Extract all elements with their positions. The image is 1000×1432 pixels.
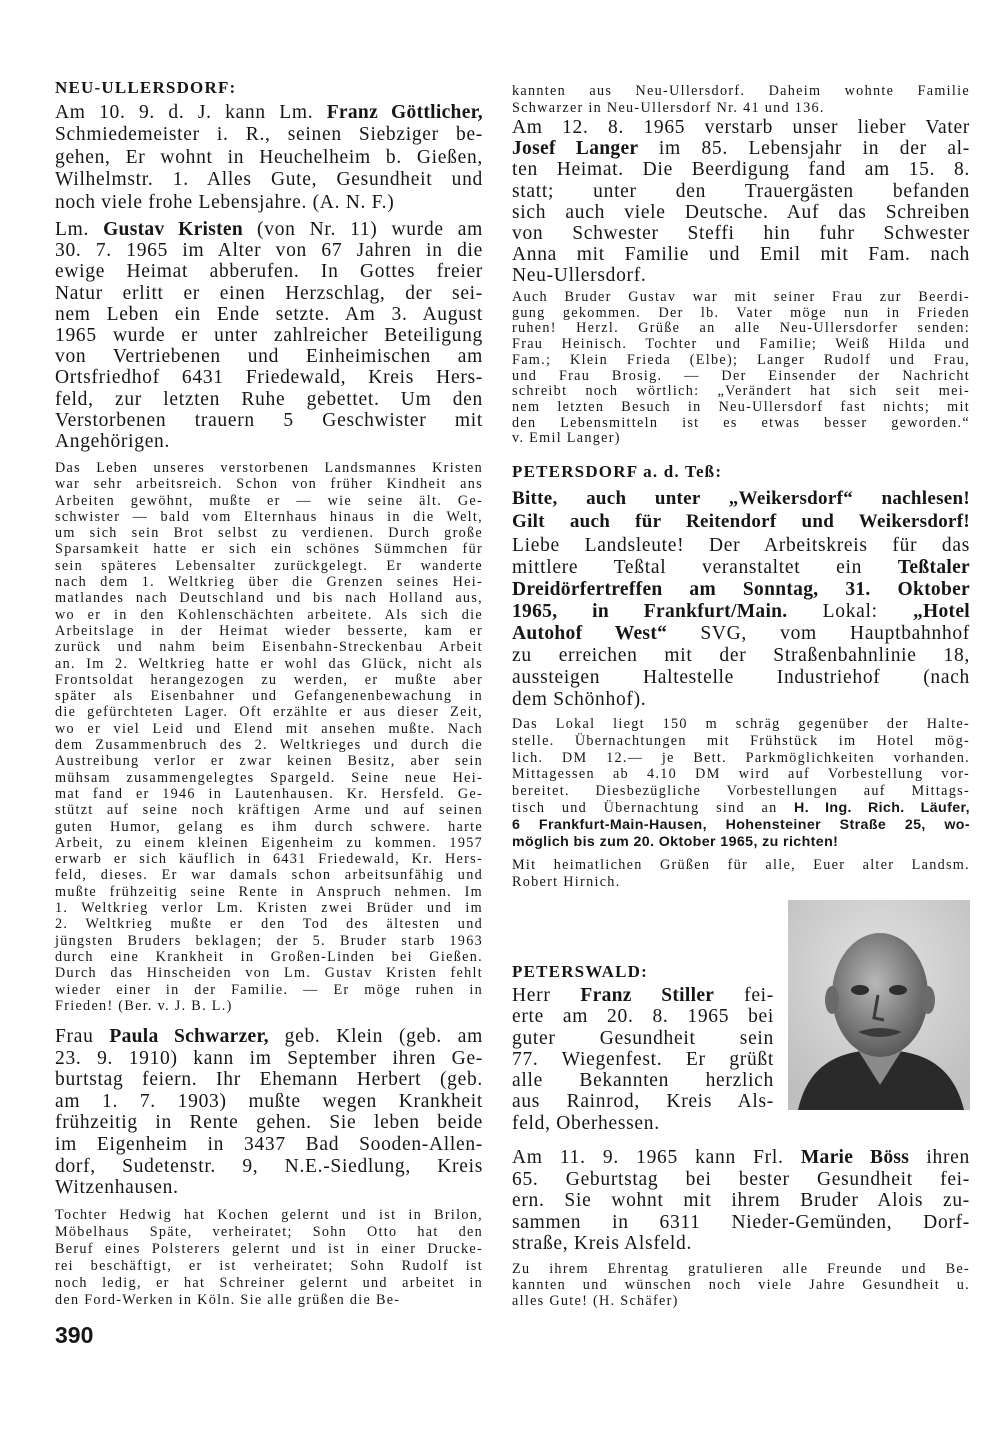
text-line — [55, 1292, 483, 1309]
text-line — [55, 219, 483, 240]
text-run: stelle. Übernachtungen mit Frühstück im Hotel mög- — [512, 732, 970, 749]
text-run: Auch Bruder Gustav war mit seiner Frau zur Beerdi- — [512, 289, 970, 305]
text-line — [55, 623, 483, 639]
text-run: mat fand er 1946 in Lautenhausen. Kr. Hersfeld. Ge- — [55, 785, 483, 802]
text-line — [512, 138, 970, 159]
text-line — [55, 1134, 483, 1156]
text-line — [512, 1049, 774, 1070]
bold-name-text: möglich bis zum 20. Oktober 1965, zu richten! — [512, 833, 839, 850]
text-line — [55, 476, 483, 492]
text-run: kannten und wünschen noch viele Jahre Gesundheit u. — [512, 1277, 970, 1294]
text-run: den Lebensmitteln ist es etwas besser geworden.“ — [512, 414, 970, 431]
text-run: Fam.; Klein Frieda (Elbe); Langer Rudolf und Frau, — [512, 351, 970, 368]
paragraph-langer — [512, 117, 970, 287]
bold-name-text: Dreidörfertreffen am Sonntag, 31. Oktober — [512, 579, 970, 600]
paragraph-lokal-details — [512, 716, 970, 850]
text-run: an. Im 2. Weltkrieg hatte er wohl das Glück, nicht als — [55, 655, 483, 672]
text-run: v. Emil Langer) — [512, 430, 621, 447]
bold-name-text: „Hotel — [912, 601, 970, 622]
text-line — [55, 1091, 483, 1113]
text-run: ten Heimat. Die Beerdigung fand am 15. 8. — [512, 159, 970, 181]
paragraph-schwarzer — [55, 1026, 483, 1199]
text-run: 23. 9. 1910) kann im September ihren Ge- — [55, 1047, 483, 1069]
text-line — [512, 1070, 774, 1091]
text-line — [512, 510, 970, 533]
text-run: zurück und nahm beim Eisenbahn-Streckenbau Arbeit — [55, 639, 483, 656]
text-run: feld, dieses. Er war damals schon arbeitsunfähig und — [55, 867, 483, 884]
text-line — [512, 1233, 970, 1255]
text-line — [55, 607, 483, 623]
text-line — [55, 590, 483, 606]
text-run: kannten aus Neu-Ullersdorf. Daheim wohnte Familie — [512, 83, 970, 99]
text-line — [55, 1207, 483, 1224]
text-run: 77. Wiegenfest. Er grüßt — [512, 1048, 774, 1070]
text-line — [55, 558, 483, 574]
text-line — [55, 102, 483, 124]
text-run: ihren — [909, 1147, 970, 1168]
text-run: mußte frühzeitig seine Rente in Anspruch nehmen. Im — [55, 883, 483, 900]
text-line — [55, 933, 483, 949]
text-line — [512, 159, 970, 180]
text-line — [512, 1293, 970, 1309]
bold-name-text: Franz Göttlicher, — [326, 102, 483, 123]
text-run: Austreibung verlor er zwar keinen Besitz, aber sein — [55, 753, 483, 770]
text-line — [55, 867, 483, 883]
text-run: Das Leben unseres verstorbenen Landsmannes Kristen — [55, 460, 483, 476]
text-line — [55, 1275, 483, 1292]
text-line — [55, 656, 483, 672]
text-line — [55, 916, 483, 932]
text-line — [512, 874, 970, 891]
text-run: Neu-Ullersdorf. — [512, 265, 647, 287]
text-line — [512, 400, 970, 416]
text-line — [512, 487, 970, 510]
text-run: 65. Geburtstag bei bester Gesundheit fei- — [512, 1168, 970, 1190]
text-line — [512, 1091, 774, 1112]
text-run: alle Bekannten herzlich — [512, 1070, 774, 1092]
text-run: Arbeiten gewöhnt, mußte er — wie seine ält. Ge- — [55, 492, 483, 509]
text-line — [55, 460, 483, 476]
text-line — [55, 998, 483, 1014]
text-line — [512, 1169, 970, 1191]
bold-name-text: Teßtaler — [897, 557, 970, 578]
text-run: frühzeitig in Rente gehen. Sie leben beide — [55, 1112, 483, 1134]
bold-name-text: 6 Frankfurt-Main-Hausen, Hohensteiner Straße 25, wo- — [512, 816, 970, 833]
text-line — [55, 965, 483, 981]
text-run: und Frau Brosig. — Der Einsender der Nachricht — [512, 367, 970, 384]
bold-name-text: Paula Schwarzer, — [109, 1026, 269, 1047]
text-line — [55, 1224, 483, 1241]
text-line — [55, 346, 483, 367]
text-line — [55, 574, 483, 590]
text-line — [55, 1156, 483, 1178]
bold-name-text: Autohof West“ — [512, 623, 668, 644]
text-run: Arbeit, zu einem kleinen Eigenheim zu kommen. 1957 — [55, 834, 483, 851]
text-line — [512, 181, 970, 202]
text-run: dem Schönhof). — [512, 689, 647, 710]
text-line — [55, 493, 483, 509]
text-line — [55, 770, 483, 786]
text-run: ewige Heimat abberufen. In Gottes freier — [55, 261, 483, 283]
text-run: war sehr arbeitsreich. Schon von früher Kindheit ans — [55, 476, 483, 493]
text-run: später als Eisenbahner und Gefangenenbewachung in — [55, 688, 483, 705]
text-line — [55, 672, 483, 688]
text-line — [512, 244, 970, 265]
text-run: stützt auf seine noch kräftigen Arme und auf seinen — [55, 802, 483, 819]
text-run: alles Gute! (H. Schäfer) — [512, 1293, 679, 1310]
text-line — [55, 389, 483, 410]
text-run: dorf, Sudetenstr. 9, N.E.-Siedlung, Kreis — [55, 1155, 483, 1177]
text-run: sein späteres Lebensalter zurückgelegt. Er wanderte — [55, 557, 483, 574]
text-line — [512, 337, 970, 353]
text-line — [512, 100, 970, 117]
text-line — [55, 688, 483, 704]
text-run: sich auch viele Deutsche. Auf das Schreiben — [512, 201, 970, 223]
text-run: Arbeitslage in der Heimat wieder besserte, kam er — [55, 622, 483, 639]
text-run: rei beschäftigt, er ist verheiratet; Sohn Rudolf ist — [55, 1258, 483, 1274]
text-line — [55, 639, 483, 655]
text-run: ruhen! Herzl. Grüße an alle Neu-Ullersdorfer senden: — [512, 320, 970, 337]
text-run: von Vertriebenen und Einheimischen am — [55, 346, 483, 368]
text-run: SVG, vom Hauptbahnhof — [667, 623, 971, 644]
text-run: Frieden! (Ber. v. J. B. L.) — [55, 997, 233, 1014]
text-run: wieder einer in der Familie. — Er möge ruhen in — [55, 981, 483, 998]
text-run: burtstag feiern. Ihr Ehemann Herbert (geb. — [55, 1069, 483, 1091]
text-line — [55, 835, 483, 851]
text-line — [55, 192, 483, 214]
text-run: von Schwester Steffi hin fuhr Schwester — [512, 223, 970, 245]
text-line — [55, 1048, 483, 1070]
text-run: Tochter Hedwig hat Kochen gelernt und ist in Brilon, — [55, 1207, 483, 1223]
text-run: Möbelhaus Späte, verheiratet; Sohn Otto hat den — [55, 1224, 483, 1240]
paragraph-kristen — [55, 219, 483, 452]
text-line — [55, 261, 483, 282]
text-line — [512, 1028, 774, 1049]
text-run: Verstorbenen trauern 5 Geschwister mit — [55, 409, 483, 431]
text-run: noch viele frohe Lebensjahre. (A. N. F.) — [55, 191, 395, 213]
text-run: Witzenhausen. — [55, 1177, 179, 1199]
text-line — [55, 900, 483, 916]
text-line — [512, 535, 970, 557]
text-line — [55, 283, 483, 304]
paragraph-hirnich-greetings — [512, 857, 970, 891]
text-run: jüngsten Bruders beklagen; der 5. Bruder starb 1963 — [55, 932, 483, 949]
text-run: im Eigenheim in 3437 Bad Sooden-Allen- — [55, 1133, 483, 1155]
text-line — [55, 1112, 483, 1134]
text-line — [55, 802, 483, 818]
text-line — [512, 321, 970, 337]
notice-weikersdorf — [512, 487, 970, 533]
text-line — [55, 704, 483, 720]
text-run: erwarb er sich käuflich in 6431 Friedewald, Kr. Hers- — [55, 851, 483, 868]
text-line — [512, 783, 970, 800]
text-line — [55, 410, 483, 431]
text-line — [512, 431, 970, 447]
text-line — [512, 750, 970, 767]
text-run: 1965 wurde er unter zahlreicher Beteiligung — [55, 325, 483, 347]
text-run: feld, zur letzten Ruhe gebettet. Um den — [55, 388, 483, 410]
text-run: Mittagessen ab 4.10 DM wird auf Vorbestellung vor- — [512, 766, 970, 783]
text-line — [512, 265, 970, 286]
text-run: Frau Heinisch. Tochter und Familie; Weiß Hilda und — [512, 336, 970, 353]
text-run: ern. Sie wohnt mit ihrem Bruder Alois zu- — [512, 1190, 970, 1212]
text-run: Lokal: — [787, 601, 913, 622]
text-run: Lm. — [55, 219, 104, 240]
text-run: wo er viel Leid und Elend mit ansehen mußte. Nach — [55, 720, 483, 737]
text-run: erte am 20. 8. 1965 bei — [512, 1006, 774, 1028]
text-line — [55, 1258, 483, 1275]
paragraph-schwarzer-children — [55, 1207, 483, 1309]
text-line — [512, 800, 970, 817]
text-run: guten Humor, gelang es ihm durch schwere. harte — [55, 818, 483, 835]
bold-name-text: Franz Stiller — [580, 985, 715, 1006]
text-line — [512, 416, 970, 432]
text-line — [512, 557, 970, 579]
text-run: Schwarzer in Neu-Ullersdorf Nr. 41 und 136. — [512, 99, 825, 116]
text-run: Zu ihrem Ehrentag gratulieren alle Freunde und Be- — [512, 1261, 970, 1277]
paragraph-langer-greetings — [512, 290, 970, 447]
text-line — [55, 240, 483, 261]
text-run: Ortsfriedhof 6431 Friedewald, Kreis Hers- — [55, 367, 483, 389]
bold-name-text: Josef Langer — [512, 138, 639, 160]
text-run: tisch und Übernachtung sind an — [512, 799, 795, 816]
text-line — [55, 1069, 483, 1091]
text-run: schreibt noch wörtlich: „Verändert hat sich seit mei- — [512, 383, 970, 400]
text-run: den Ford-Werken in Köln. Sie alle grüßen die Be- — [55, 1292, 401, 1308]
text-line — [512, 645, 970, 667]
bold-name-text: Gustav Kristen — [103, 219, 244, 240]
text-line — [512, 601, 970, 623]
text-line — [55, 982, 483, 998]
text-line — [512, 353, 970, 369]
text-run: fei- — [714, 985, 774, 1006]
text-line — [512, 857, 970, 874]
text-line — [512, 766, 970, 783]
bold-name-text: Marie Böss — [800, 1147, 910, 1168]
text-run: nach dem 1. Weltkrieg über die Grenzen seines Hei- — [55, 574, 483, 591]
text-line — [55, 753, 483, 769]
text-run: gung gekommen. Der lb. Vater möge nun in Frieden — [512, 304, 970, 321]
text-run: geb. Klein (geb. am — [268, 1026, 484, 1047]
text-run: statt; unter den Trauergästen befanden — [512, 180, 970, 202]
text-run: nem Leben ein Ende setzte. Am 3. August — [55, 303, 483, 325]
text-run: Liebe Landsleute! Der Arbeitskreis für das — [512, 535, 970, 556]
text-run: durch eine Krankheit in Großen-Linden bei Gießen. — [55, 948, 483, 965]
text-run: Frau — [55, 1026, 110, 1047]
text-run: mittlere Teßtal veranstaltet ein — [512, 557, 898, 578]
text-line — [512, 202, 970, 223]
text-line — [55, 525, 483, 541]
text-run: Schmiedemeister i. R., seinen Siebziger be- — [55, 124, 483, 146]
text-run: guter Gesundheit sein — [512, 1027, 774, 1049]
text-line — [55, 949, 483, 965]
text-line — [512, 306, 970, 322]
text-run: Robert Hirnich. — [512, 874, 621, 890]
text-run: lich. DM 12.— je Bett. Parkmöglichkeiten vorhanden. — [512, 749, 970, 766]
text-run: 1. Weltkrieg verlor Lm. Kristen zwei Brüder und im — [55, 900, 483, 917]
text-line — [512, 223, 970, 244]
text-line — [512, 1147, 970, 1169]
text-line — [55, 721, 483, 737]
text-line — [55, 431, 483, 452]
text-run: (von Nr. 11) wurde am — [243, 219, 483, 240]
text-line — [512, 1006, 774, 1027]
text-line — [55, 1241, 483, 1258]
section-heading-petersdorf: PETERSDORF a. d. Teß: — [512, 462, 723, 481]
paragraph-stiller — [512, 985, 774, 1134]
text-line — [55, 325, 483, 346]
text-run: Durch das Hinscheiden von Lm. Gustav Kristen fehlt — [55, 965, 483, 982]
text-run: Am 10. 9. d. J. kann Lm. — [55, 102, 327, 123]
text-line — [55, 1026, 483, 1048]
text-line — [512, 1113, 774, 1134]
text-line — [55, 509, 483, 525]
text-run: bereitet. Diesbezügliche Vorbestellungen auf Mittags- — [512, 783, 970, 800]
text-line — [512, 1277, 970, 1293]
text-run: dem Zusammenbruch des 2. Weltkrieges und durch die — [55, 737, 483, 754]
text-run: Das Lokal liegt 150 m schräg gegenüber der Halte- — [512, 716, 970, 732]
text-run: aussteigen Haltestelle Industriehof (nach — [512, 667, 970, 688]
text-run: gehen, Er wohnt in Heuchelheim b. Gießen, — [55, 146, 483, 168]
text-run: im 85. Lebensjahr in der al- — [638, 138, 970, 160]
text-run: wo er in den Kohlenschächten arbeitete. Als sich die — [55, 606, 483, 623]
text-run: 30. 7. 1965 im Alter von 67 Jahren in die — [55, 240, 483, 262]
paragraph-schwarzer-continued — [512, 83, 970, 116]
text-line — [512, 369, 970, 385]
text-run: die gefürchteten Lager. Oft erzählte er aus dieser Zeit, — [55, 704, 483, 721]
text-line — [512, 1212, 970, 1234]
text-run: nem letzten Besuch in Neu-Ullersdorf fast nichts; mit — [512, 398, 970, 415]
text-line — [512, 667, 970, 689]
text-line — [55, 147, 483, 169]
text-line — [55, 819, 483, 835]
text-line — [512, 1261, 970, 1277]
text-run: um sich sein Brot selbst zu verdienen. Durch große — [55, 525, 483, 542]
text-run: Gilt auch für Reitendorf und Weikersdorf! — [512, 511, 970, 532]
text-run: Natur erlitt er einen Herzschlag, der sei- — [55, 282, 483, 304]
text-line — [55, 884, 483, 900]
text-line — [512, 83, 970, 100]
section-heading-neu-ullersdorf: NEU-ULLERSDORF: — [55, 78, 237, 97]
bold-name-text: 1965, in Frankfurt/Main. — [512, 601, 788, 622]
text-line — [512, 623, 970, 645]
text-run: Herr — [512, 985, 581, 1006]
text-run: straße, Kreis Alsfeld. — [512, 1233, 693, 1255]
text-run: zu erreichen mit der Straßenbahnlinie 18, — [512, 645, 970, 666]
text-line — [512, 834, 970, 851]
section-heading-peterswald: PETERSWALD: — [512, 962, 649, 981]
text-line — [512, 579, 970, 601]
paragraph-kristen-biography — [55, 460, 483, 1014]
paragraph-goettlicher — [55, 102, 483, 214]
text-run: sammen in 6311 Nieder-Gemünden, Dorf- — [512, 1211, 970, 1233]
text-run: schwister — bald vom Elternhaus hinaus in die Welt, — [55, 508, 483, 525]
text-run: Mit heimatlichen Grüßen für alle, Euer alter Landsm. — [512, 857, 970, 873]
text-run: Frontsoldat herangezogen zu werden, er mußte aber — [55, 671, 483, 688]
bold-name-text: H. Ing. Rich. Läufer, — [794, 799, 970, 816]
text-line — [55, 169, 483, 191]
text-run: Am 12. 8. 1965 verstarb unser lieber Vater — [512, 117, 970, 138]
text-line — [55, 124, 483, 146]
text-line — [55, 851, 483, 867]
text-line — [55, 304, 483, 325]
text-run: Wilhelmstr. 1. Alles Gute, Gesundheit und — [55, 169, 483, 191]
text-run: Sparsamkeit hatte er sich ein schönes Sümmchen für — [55, 541, 483, 558]
text-line — [512, 716, 970, 733]
text-run: aus Rainrod, Kreis Als- — [512, 1091, 774, 1113]
text-run: Beruf eines Polsterers gelernt und ist in einer Drucke- — [55, 1241, 483, 1257]
paragraph-boess-greetings — [512, 1261, 970, 1310]
text-run: mühsam zusammengelegtes Spargeld. Seine neue Hei- — [55, 769, 483, 786]
text-line — [512, 733, 970, 750]
text-line — [512, 1190, 970, 1212]
text-run: 2. Weltkrieg mußte er den Tod des ältesten und — [55, 916, 483, 933]
text-line — [512, 817, 970, 834]
paragraph-boess — [512, 1147, 970, 1255]
text-run: Anna mit Familie und Emil mit Fam. nach — [512, 244, 970, 266]
text-line — [512, 689, 970, 711]
paragraph-dreidoerfertreffen — [512, 535, 970, 711]
page-number: 390 — [55, 1322, 94, 1348]
text-line — [512, 290, 970, 306]
text-line — [512, 384, 970, 400]
text-run: matlandes nach Deutschland und bis nach Holland aus, — [55, 590, 483, 607]
text-run: Am 11. 9. 1965 kann Frl. — [512, 1147, 801, 1168]
text-line — [55, 737, 483, 753]
text-run: am 1. 7. 1903) mußte wegen Krankheit — [55, 1090, 483, 1112]
text-line — [55, 367, 483, 388]
text-line — [512, 117, 970, 138]
text-run: noch ledig, er hat Schreiner gelernt und arbeitet in — [55, 1275, 483, 1291]
text-run: Bitte, auch unter „Weikersdorf“ nachlesen! — [512, 488, 970, 509]
text-run: Angehörigen. — [55, 431, 171, 453]
text-line — [55, 1177, 483, 1199]
text-line — [512, 985, 774, 1006]
text-run: feld, Oberhessen. — [512, 1112, 660, 1134]
text-line — [55, 786, 483, 802]
text-line — [55, 541, 483, 557]
portrait-photo-franz-stiller — [788, 900, 970, 1110]
